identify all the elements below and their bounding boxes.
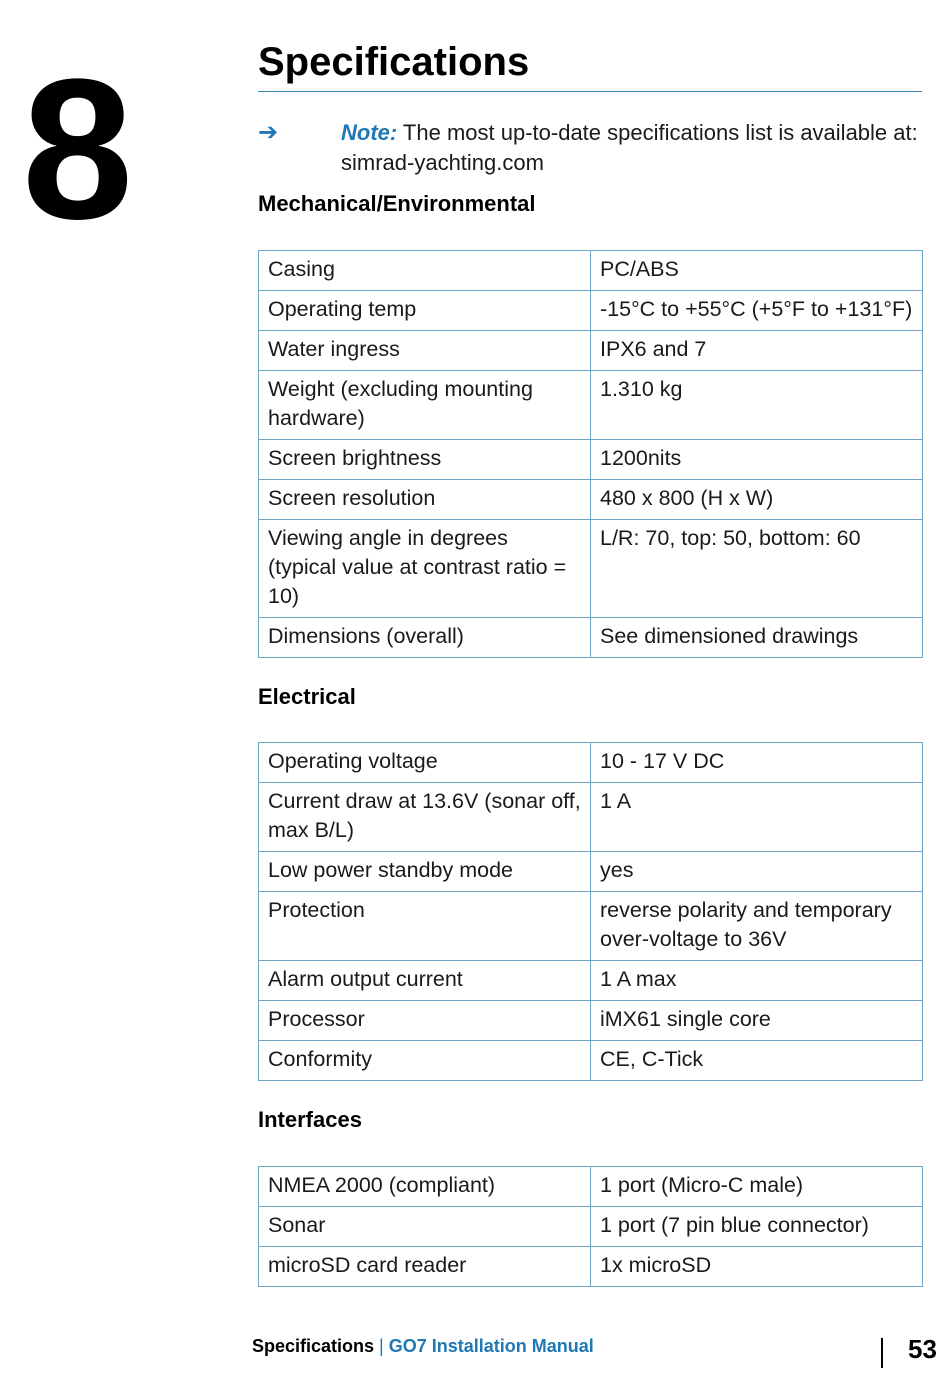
spec-value: -15°C to +55°C (+5°F to +131°F) [591, 291, 923, 331]
spec-label: Screen brightness [259, 440, 591, 480]
spec-value: CE, C-Tick [591, 1041, 923, 1081]
spec-label: Low power standby mode [259, 852, 591, 892]
spec-table-electrical [258, 742, 923, 1081]
spec-label: Current draw at 13.6V (sonar off, max B/L) [259, 783, 591, 852]
table-row [259, 1207, 923, 1247]
spec-label: Protection [259, 892, 591, 961]
spec-value: 1.310 kg [591, 371, 923, 440]
spec-label: Casing [259, 251, 591, 291]
spec-value: yes [591, 852, 923, 892]
spec-table-interfaces [258, 1166, 923, 1287]
page-number: 53 [908, 1334, 937, 1364]
spec-value: IPX6 and 7 [591, 331, 923, 371]
spec-label: Screen resolution [259, 480, 591, 520]
spec-value: 1 A [591, 783, 923, 852]
footer-manual-title: GO7 Installation Manual [388, 1336, 594, 1356]
spec-label: Viewing angle in degrees (typical value at contrast ratio = 10) [259, 520, 591, 618]
table-row [259, 852, 923, 892]
spec-label: Operating voltage [259, 743, 591, 783]
spec-value: PC/ABS [591, 251, 923, 291]
table-row [259, 520, 923, 618]
page-title: Specifications [258, 40, 530, 84]
spec-label: Dimensions (overall) [259, 618, 591, 658]
spec-value: 480 x 800 (H x W) [591, 480, 923, 520]
spec-value: See dimensioned drawings [591, 618, 923, 658]
table-row [259, 961, 923, 1001]
table-row [259, 371, 923, 440]
table-row [259, 783, 923, 852]
table-row [259, 892, 923, 961]
spec-value: 1 port (7 pin blue connector) [591, 1207, 923, 1247]
spec-label: Operating temp [259, 291, 591, 331]
table-row [259, 331, 923, 371]
spec-label: Processor [259, 1001, 591, 1041]
spec-value: 10 - 17 V DC [591, 743, 923, 783]
note [341, 118, 931, 178]
spec-value: 1 A max [591, 961, 923, 1001]
arrow-right-icon: ➔ [258, 119, 279, 146]
footer-divider [881, 1338, 883, 1368]
footer-separator: | [374, 1336, 389, 1356]
spec-label: Weight (excluding mounting hardware) [259, 371, 591, 440]
spec-label: Water ingress [259, 331, 591, 371]
table-row [259, 291, 923, 331]
spec-label: Alarm output current [259, 961, 591, 1001]
spec-label: NMEA 2000 (compliant) [259, 1167, 591, 1207]
table-row [259, 618, 923, 658]
footer [252, 1336, 594, 1357]
section-heading-electrical: Electrical [258, 684, 356, 709]
footer-section-name: Specifications [252, 1336, 375, 1356]
spec-value: L/R: 70, top: 50, bottom: 60 [591, 520, 923, 618]
section-heading-mechanical: Mechanical/Environmental [258, 191, 536, 216]
spec-value: 1200nits [591, 440, 923, 480]
chapter-number: 8 [22, 38, 130, 261]
spec-value: 1 port (Micro-C male) [591, 1167, 923, 1207]
spec-value: iMX61 single core [591, 1001, 923, 1041]
table-row [259, 1247, 923, 1287]
note-label: Note: [341, 120, 398, 145]
table-row [259, 480, 923, 520]
section-heading-interfaces: Interfaces [258, 1107, 362, 1132]
spec-label: Conformity [259, 1041, 591, 1081]
table-row [259, 743, 923, 783]
spec-value: 1x microSD [591, 1247, 923, 1287]
spec-value: reverse polarity and temporary over-voltage to 36V [591, 892, 923, 961]
table-row [259, 440, 923, 480]
table-row [259, 1041, 923, 1081]
title-divider [258, 91, 922, 92]
spec-label: microSD card reader [259, 1247, 591, 1287]
note-text: The most up-to-date specifications list is available at: simrad-yachting.com [341, 120, 918, 175]
table-row [259, 1167, 923, 1207]
spec-table-mechanical [258, 250, 923, 658]
table-row [259, 251, 923, 291]
table-row [259, 1001, 923, 1041]
spec-label: Sonar [259, 1207, 591, 1247]
